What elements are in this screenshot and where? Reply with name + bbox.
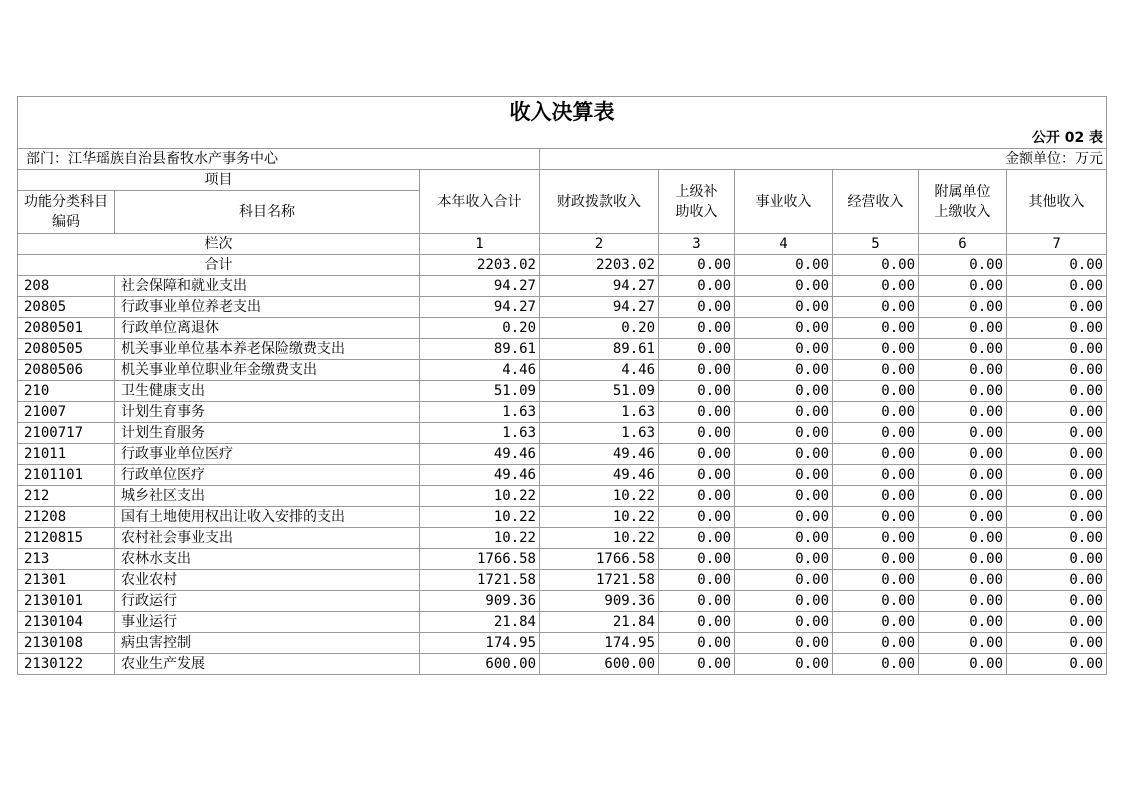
amount-cell: 2203.02	[540, 255, 659, 276]
amount-cell: 0.00	[659, 528, 735, 549]
amount-cell: 0.00	[833, 528, 919, 549]
table-row	[18, 633, 1107, 654]
subject-name-cell: 计划生育服务	[115, 423, 420, 444]
table-row	[18, 444, 1107, 465]
amount-cell: 0.00	[1007, 339, 1107, 360]
amount-cell: 909.36	[540, 591, 659, 612]
amount-cell: 0.00	[1007, 465, 1107, 486]
fiscal-appropriation-header: 财政拨款收入	[540, 170, 659, 234]
table-row	[18, 549, 1107, 570]
amount-cell: 0.00	[1007, 486, 1107, 507]
amount-cell: 0.00	[833, 255, 919, 276]
amount-cell: 0.00	[659, 654, 735, 675]
table-row	[18, 465, 1107, 486]
amount-cell: 0.00	[735, 255, 833, 276]
amount-cell: 0.00	[1007, 612, 1107, 633]
amount-cell: 0.20	[540, 318, 659, 339]
subject-name-cell: 社会保障和就业支出	[115, 276, 420, 297]
amount-cell: 0.00	[1007, 402, 1107, 423]
index-cell: 3	[659, 234, 735, 255]
amount-cell: 49.46	[420, 465, 540, 486]
amount-cell: 0.00	[919, 465, 1007, 486]
index-cell: 5	[833, 234, 919, 255]
amount-cell: 94.27	[420, 276, 540, 297]
subject-name-cell: 农村社会事业支出	[115, 528, 420, 549]
amount-cell: 10.22	[420, 528, 540, 549]
amount-cell: 21.84	[540, 612, 659, 633]
amount-cell: 49.46	[540, 444, 659, 465]
amount-cell: 0.00	[735, 318, 833, 339]
amount-cell: 89.61	[420, 339, 540, 360]
amount-cell: 0.00	[735, 297, 833, 318]
amount-cell: 0.00	[833, 297, 919, 318]
amount-cell: 0.00	[659, 486, 735, 507]
amount-cell: 0.00	[833, 423, 919, 444]
amount-cell: 0.00	[735, 276, 833, 297]
amount-cell: 0.00	[659, 507, 735, 528]
index-label: 栏次	[18, 234, 420, 255]
amount-cell: 0.00	[833, 486, 919, 507]
amount-cell: 0.00	[735, 465, 833, 486]
amount-cell: 0.00	[659, 570, 735, 591]
amount-cell: 1.63	[420, 423, 540, 444]
table-row	[18, 591, 1107, 612]
amount-cell: 0.00	[833, 339, 919, 360]
amount-cell: 0.00	[919, 402, 1007, 423]
amount-cell: 0.00	[659, 633, 735, 654]
amount-cell: 0.00	[659, 591, 735, 612]
amount-cell: 49.46	[540, 465, 659, 486]
amount-cell: 0.00	[919, 255, 1007, 276]
subject-code-cell: 2080505	[18, 339, 115, 360]
income-statement-table	[17, 96, 1107, 675]
subject-code-cell: 210	[18, 381, 115, 402]
amount-cell: 0.00	[1007, 297, 1107, 318]
superior-subsidy-header: 上级补助收入	[659, 170, 735, 234]
meta-row	[18, 149, 1107, 170]
amount-cell: 0.00	[659, 465, 735, 486]
form-number-row	[18, 128, 1107, 149]
amount-cell: 51.09	[540, 381, 659, 402]
subject-code-cell: 21208	[18, 507, 115, 528]
amount-cell: 0.00	[659, 297, 735, 318]
amount-cell: 0.00	[1007, 381, 1107, 402]
subject-code-cell: 2130122	[18, 654, 115, 675]
table-row	[18, 486, 1107, 507]
amount-cell: 0.00	[833, 612, 919, 633]
amount-cell: 0.00	[919, 591, 1007, 612]
index-cell: 7	[1007, 234, 1107, 255]
subject-name-cell: 农业农村	[115, 570, 420, 591]
affiliated-unit-header: 附属单位上缴收入	[919, 170, 1007, 234]
table-row	[18, 339, 1107, 360]
amount-cell: 0.00	[735, 360, 833, 381]
amount-cell: 0.00	[735, 633, 833, 654]
amount-cell: 0.00	[833, 381, 919, 402]
subject-name-cell: 农业生产发展	[115, 654, 420, 675]
header-row-1	[18, 170, 1107, 191]
subject-code-cell: 213	[18, 549, 115, 570]
table-row	[18, 507, 1107, 528]
amount-cell: 0.00	[833, 591, 919, 612]
total-label: 合计	[18, 255, 420, 276]
amount-cell: 0.00	[1007, 255, 1107, 276]
subject-name-cell: 病虫害控制	[115, 633, 420, 654]
subject-code-cell: 21301	[18, 570, 115, 591]
other-income-header: 其他收入	[1007, 170, 1107, 234]
amount-cell: 0.00	[919, 339, 1007, 360]
amount-cell: 0.00	[735, 339, 833, 360]
form-number: 公开 02 表	[18, 128, 1107, 149]
subject-code-cell: 208	[18, 276, 115, 297]
table-row	[18, 654, 1107, 675]
amount-cell: 0.00	[919, 360, 1007, 381]
amount-cell: 0.00	[1007, 570, 1107, 591]
amount-cell: 0.00	[659, 402, 735, 423]
amount-cell: 0.00	[659, 360, 735, 381]
amount-cell: 0.00	[919, 423, 1007, 444]
amount-cell: 0.00	[919, 528, 1007, 549]
amount-cell: 0.00	[735, 507, 833, 528]
amount-cell: 0.00	[659, 339, 735, 360]
amount-cell: 0.00	[735, 381, 833, 402]
amount-cell: 0.00	[735, 423, 833, 444]
amount-cell: 0.00	[919, 444, 1007, 465]
subject-name-cell: 行政单位离退休	[115, 318, 420, 339]
amount-cell: 0.00	[735, 402, 833, 423]
index-cell: 2	[540, 234, 659, 255]
amount-cell: 0.00	[1007, 528, 1107, 549]
subject-name-cell: 卫生健康支出	[115, 381, 420, 402]
amount-cell: 0.00	[1007, 318, 1107, 339]
amount-cell: 1.63	[540, 402, 659, 423]
amount-cell: 0.00	[833, 444, 919, 465]
amount-cell: 0.00	[735, 612, 833, 633]
amount-cell: 0.00	[833, 507, 919, 528]
amount-cell: 94.27	[540, 297, 659, 318]
amount-cell: 0.00	[659, 423, 735, 444]
amount-cell: 0.00	[833, 654, 919, 675]
table-row	[18, 402, 1107, 423]
amount-cell: 0.00	[735, 444, 833, 465]
amount-cell: 0.00	[919, 486, 1007, 507]
amount-cell: 600.00	[420, 654, 540, 675]
amount-cell: 0.00	[659, 444, 735, 465]
title-row	[18, 97, 1107, 129]
amount-cell: 21.84	[420, 612, 540, 633]
subject-name-cell: 城乡社区支出	[115, 486, 420, 507]
unit-label: 金额单位：万元	[540, 149, 1107, 170]
amount-cell: 1721.58	[420, 570, 540, 591]
amount-cell: 10.22	[420, 507, 540, 528]
index-cell: 6	[919, 234, 1007, 255]
amount-cell: 0.00	[659, 381, 735, 402]
amount-cell: 1.63	[540, 423, 659, 444]
amount-cell: 89.61	[540, 339, 659, 360]
amount-cell: 0.00	[659, 276, 735, 297]
amount-cell: 0.00	[919, 276, 1007, 297]
amount-cell: 0.00	[833, 360, 919, 381]
subject-name-cell: 农林水支出	[115, 549, 420, 570]
amount-cell: 0.00	[659, 318, 735, 339]
subject-name-cell: 行政运行	[115, 591, 420, 612]
amount-cell: 1766.58	[540, 549, 659, 570]
table-row	[18, 612, 1107, 633]
amount-cell: 94.27	[420, 297, 540, 318]
subject-name-cell: 行政事业单位医疗	[115, 444, 420, 465]
amount-cell: 0.00	[1007, 276, 1107, 297]
department-label: 部门：江华瑶族自治县畜牧水产事务中心	[18, 149, 540, 170]
amount-cell: 0.00	[1007, 507, 1107, 528]
amount-cell: 0.00	[735, 486, 833, 507]
amount-cell: 0.00	[1007, 423, 1107, 444]
subject-name-cell: 计划生育事务	[115, 402, 420, 423]
amount-cell: 0.00	[833, 402, 919, 423]
amount-cell: 0.00	[919, 318, 1007, 339]
amount-cell: 0.00	[1007, 591, 1107, 612]
subject-code-cell: 2080506	[18, 360, 115, 381]
amount-cell: 0.00	[659, 549, 735, 570]
subject-code-cell: 2100717	[18, 423, 115, 444]
amount-cell: 0.00	[735, 549, 833, 570]
business-income-header: 事业收入	[735, 170, 833, 234]
subject-code-cell: 20805	[18, 297, 115, 318]
subject-name-cell: 行政事业单位养老支出	[115, 297, 420, 318]
amount-cell: 51.09	[420, 381, 540, 402]
amount-cell: 2203.02	[420, 255, 540, 276]
subject-code-cell: 21007	[18, 402, 115, 423]
amount-cell: 0.00	[659, 255, 735, 276]
table-row	[18, 276, 1107, 297]
subject-code-cell: 2080501	[18, 318, 115, 339]
table-row	[18, 381, 1107, 402]
amount-cell: 0.00	[833, 549, 919, 570]
amount-cell: 10.22	[540, 507, 659, 528]
amount-cell: 0.00	[833, 276, 919, 297]
operating-income-header: 经营收入	[833, 170, 919, 234]
amount-cell: 0.00	[919, 507, 1007, 528]
table-row	[18, 297, 1107, 318]
amount-cell: 10.22	[420, 486, 540, 507]
amount-cell: 0.00	[833, 570, 919, 591]
amount-cell: 0.00	[919, 549, 1007, 570]
table-row	[18, 318, 1107, 339]
subject-code-cell: 212	[18, 486, 115, 507]
subject-name-cell: 行政单位医疗	[115, 465, 420, 486]
subject-name-cell: 机关事业单位职业年金缴费支出	[115, 360, 420, 381]
amount-cell: 4.46	[540, 360, 659, 381]
amount-cell: 0.00	[833, 633, 919, 654]
amount-cell: 0.00	[1007, 360, 1107, 381]
amount-cell: 0.00	[735, 570, 833, 591]
table-title: 收入决算表	[18, 97, 1107, 129]
amount-cell: 0.20	[420, 318, 540, 339]
amount-cell: 4.46	[420, 360, 540, 381]
amount-cell: 174.95	[540, 633, 659, 654]
subject-code-cell: 2130108	[18, 633, 115, 654]
subject-name-cell: 事业运行	[115, 612, 420, 633]
index-cell: 1	[420, 234, 540, 255]
amount-cell: 0.00	[919, 381, 1007, 402]
amount-cell: 174.95	[420, 633, 540, 654]
amount-cell: 0.00	[1007, 633, 1107, 654]
amount-cell: 1766.58	[420, 549, 540, 570]
amount-cell: 0.00	[735, 591, 833, 612]
subject-code-cell: 2130104	[18, 612, 115, 633]
amount-cell: 49.46	[420, 444, 540, 465]
subject-code-cell: 2101101	[18, 465, 115, 486]
table-row	[18, 570, 1107, 591]
amount-cell: 0.00	[833, 465, 919, 486]
amount-cell: 0.00	[919, 570, 1007, 591]
table-row	[18, 423, 1107, 444]
item-group-header: 项目	[18, 170, 420, 191]
amount-cell: 0.00	[735, 654, 833, 675]
table-row	[18, 360, 1107, 381]
amount-cell: 94.27	[540, 276, 659, 297]
subject-code-cell: 2120815	[18, 528, 115, 549]
subject-name-cell: 机关事业单位基本养老保险缴费支出	[115, 339, 420, 360]
code-header: 功能分类科目编码	[18, 191, 115, 234]
amount-cell: 0.00	[1007, 549, 1107, 570]
amount-cell: 0.00	[1007, 444, 1107, 465]
amount-cell: 600.00	[540, 654, 659, 675]
subject-code-cell: 21011	[18, 444, 115, 465]
amount-cell: 1721.58	[540, 570, 659, 591]
amount-cell: 0.00	[919, 297, 1007, 318]
amount-cell: 10.22	[540, 528, 659, 549]
subject-name-header: 科目名称	[115, 191, 420, 234]
amount-cell: 0.00	[919, 612, 1007, 633]
amount-cell: 10.22	[540, 486, 659, 507]
amount-cell: 0.00	[659, 612, 735, 633]
amount-cell: 0.00	[735, 528, 833, 549]
amount-cell: 0.00	[1007, 654, 1107, 675]
total-row	[18, 255, 1107, 276]
total-income-header: 本年收入合计	[420, 170, 540, 234]
amount-cell: 0.00	[919, 633, 1007, 654]
amount-cell: 1.63	[420, 402, 540, 423]
amount-cell: 0.00	[833, 318, 919, 339]
table-row	[18, 528, 1107, 549]
index-row	[18, 234, 1107, 255]
index-cell: 4	[735, 234, 833, 255]
amount-cell: 909.36	[420, 591, 540, 612]
subject-name-cell: 国有土地使用权出让收入安排的支出	[115, 507, 420, 528]
subject-code-cell: 2130101	[18, 591, 115, 612]
amount-cell: 0.00	[919, 654, 1007, 675]
